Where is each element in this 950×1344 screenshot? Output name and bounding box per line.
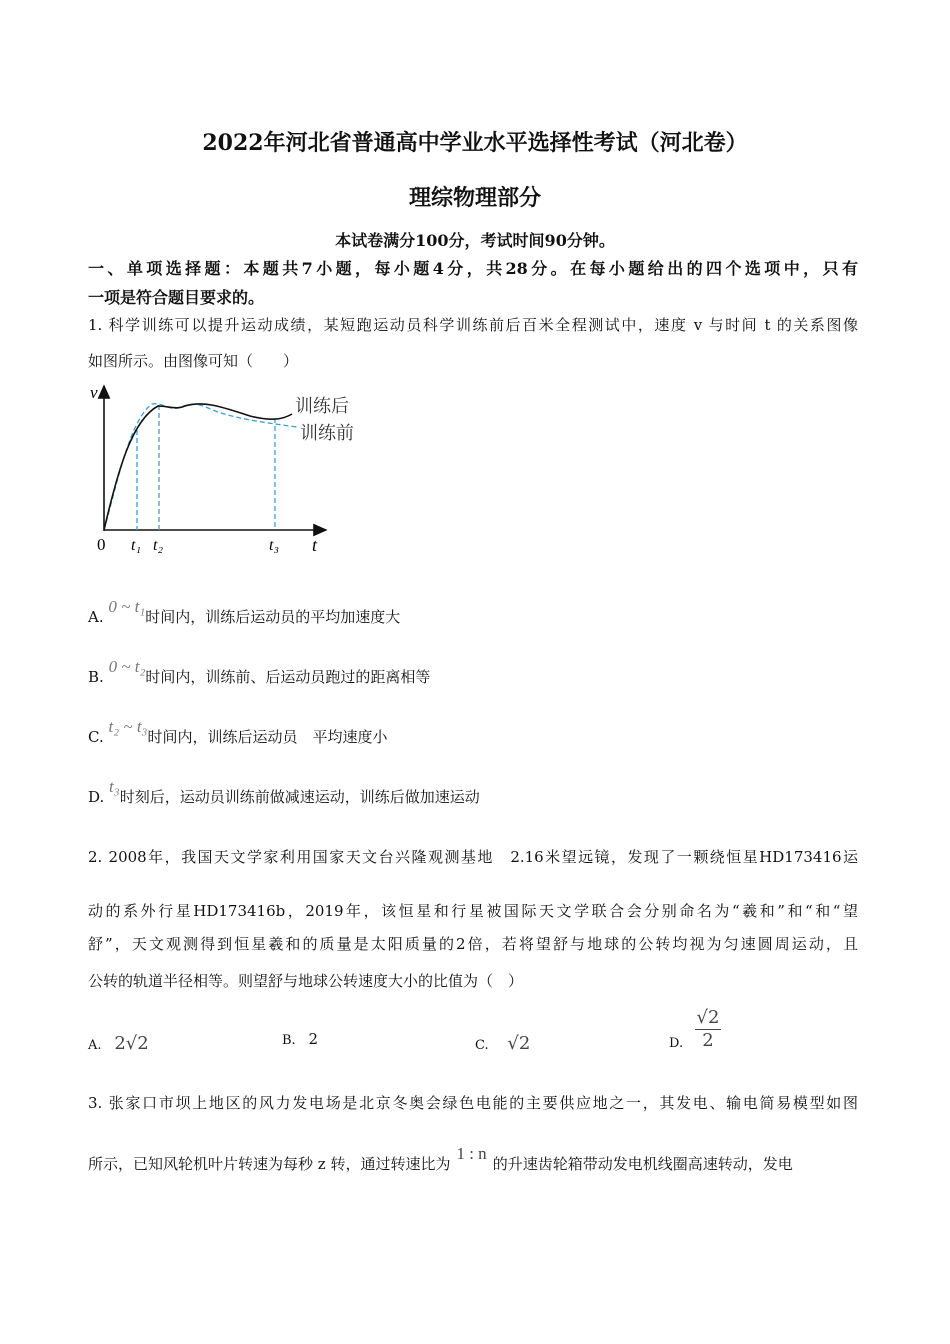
option-label: D. bbox=[669, 1036, 684, 1051]
option-text: 时间内，训练后运动员 平均速度小 bbox=[147, 728, 388, 746]
q1-stem-cont: 如图所示。由图像可知（ ） bbox=[88, 352, 299, 370]
option-fraction bbox=[695, 1007, 721, 1052]
option-label: B. bbox=[282, 1033, 296, 1048]
v-axis-label: v bbox=[90, 383, 98, 402]
q2-stem: 2. 2008年，我国天文学家利用国家天文台兴隆观测基地 2.16米望远镜，发现了一颗绕恒星HD173416运 bbox=[88, 848, 858, 866]
option-label: A. bbox=[88, 608, 104, 626]
option-text: 时刻后，运动员训练前做减速运动，训练后做加速运动 bbox=[119, 788, 480, 806]
q1-stem: 1. 科学训练可以提升运动成绩，某短跑运动员科学训练前后百米全程测试中，速度 v 与时间 t 的关系图像 bbox=[88, 316, 858, 334]
q2-option-c[interactable] bbox=[475, 1033, 530, 1054]
t-axis-label: t bbox=[312, 535, 318, 555]
q2-stem-3: 舒”，天文观测得到恒星羲和的质量是太阳质量的2倍，若将望舒与地球的公转均视为匀速圆周运动，且 bbox=[88, 935, 858, 953]
exam-title: 2022年河北省普通高中学业水平选择性考试（河北卷） bbox=[202, 130, 748, 156]
option-label: C. bbox=[475, 1038, 489, 1053]
t3-label: t₃ bbox=[269, 537, 280, 554]
option-text: 时间内，训练前、后运动员跑过的距离相等 bbox=[145, 668, 431, 686]
option-label: A. bbox=[88, 1038, 102, 1053]
text: 的升速齿轮箱带动发电机线圈高速转动，发电 bbox=[492, 1155, 793, 1173]
ratio-math: 1 : n bbox=[456, 1144, 487, 1163]
option-math: 0 ~ t₁ bbox=[108, 597, 146, 616]
t2-label: t₂ bbox=[153, 537, 164, 554]
fraction-denominator: 2 bbox=[702, 1030, 714, 1051]
t1-label: t₁ bbox=[131, 537, 142, 554]
q2-option-d[interactable] bbox=[669, 1007, 720, 1051]
q1-option-c[interactable] bbox=[88, 717, 388, 747]
option-value: 2√2 bbox=[114, 1033, 149, 1054]
before-training-curve bbox=[104, 404, 297, 530]
option-value: 2 bbox=[308, 1030, 319, 1048]
text: 所示，已知风轮机叶片转速为每秒 z 转，通过转速比为 bbox=[88, 1155, 451, 1173]
section-heading-cont: 一项是符合题目要求的。 bbox=[88, 288, 265, 307]
before-training-label: 训练前 bbox=[300, 423, 354, 444]
q2-option-b[interactable] bbox=[282, 1030, 318, 1048]
option-value: √2 bbox=[507, 1033, 531, 1054]
exam-subtitle: 理综物理部分 bbox=[408, 185, 541, 211]
q3-stem-2 bbox=[88, 1144, 858, 1174]
option-label: D. bbox=[88, 788, 105, 806]
exam-info: 本试卷满分100分，考试时间90分钟。 bbox=[335, 231, 615, 250]
q2-stem-4: 公转的轨道半径相等。则望舒与地球公转速度大小的比值为（ ） bbox=[88, 972, 524, 990]
option-label: B. bbox=[88, 668, 104, 686]
option-label: C. bbox=[88, 728, 104, 746]
q1-option-d[interactable] bbox=[88, 777, 480, 807]
q3-stem: 3. 张家口市坝上地区的风力发电场是北京冬奥会绿色电能的主要供应地之一，其发电、输电简易模型如图 bbox=[88, 1094, 858, 1112]
q1-option-a[interactable] bbox=[88, 597, 401, 627]
option-text: 时间内，训练后运动员的平均加速度大 bbox=[145, 608, 401, 626]
q1-option-b[interactable] bbox=[88, 657, 431, 687]
q2-stem-2: 动的系外行星HD173416b，2019年，该恒星和行星被国际天文学联合会分别命名为“羲和”和“和“望 bbox=[88, 902, 858, 920]
velocity-time-graph bbox=[0, 0, 950, 600]
option-math: t₃ bbox=[109, 777, 120, 796]
option-math: t₂ ~ t₃ bbox=[108, 717, 148, 736]
after-training-label: 训练后 bbox=[295, 396, 349, 417]
q2-option-a[interactable] bbox=[88, 1033, 149, 1054]
origin-label: 0 bbox=[97, 535, 106, 554]
option-math: 0 ~ t₂ bbox=[108, 657, 146, 676]
fraction-numerator: √2 bbox=[696, 1007, 720, 1028]
section-heading: 一、单项选择题：本题共7小题，每小题4分，共28分。在每小题给出的四个选项中，只有 bbox=[88, 259, 858, 278]
